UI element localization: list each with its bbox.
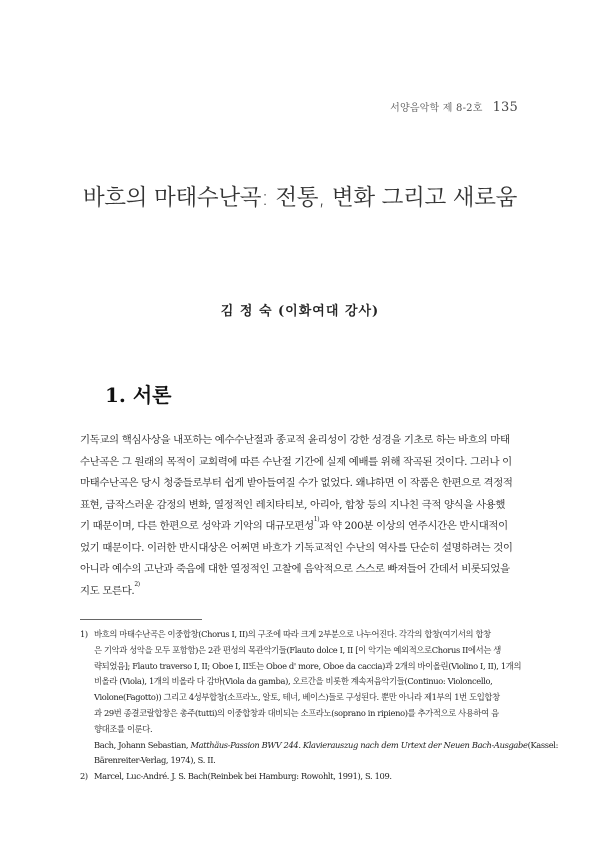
- footnote-line: 향대조를 이룬다.: [94, 723, 153, 734]
- footnote-line: Marcel, Luc-André. J. S. Bach(Reinbek bei Hamburg: Rowohlt, 1991), S. 109.: [94, 771, 392, 782]
- body-line: 마태수난곡은 당시 청중들로부터 쉽게 받아들여질 수가 없었다. 왜냐하면 이 작품은 한편으로 격정적: [80, 477, 513, 489]
- body-line: 아니라 예수의 고난과 죽음에 대한 열정적인 고찰에 음악적으로 스스로 빠져들어 간데서 비롯되었을: [80, 563, 510, 575]
- ref-title: Matthäus-Passion BWV 244. Klavierauszug nach dem Urtext der Neuen Bach-Ausgabe: [190, 739, 528, 750]
- body-line: [80, 581, 538, 603]
- body-line: 었기 때문이다. 이러한 반시대상은 어쩌면 바흐가 기독교적인 수난의 역사를 단순히 설명하려는 것이: [80, 541, 513, 554]
- footnotes: [80, 627, 559, 785]
- footnote-ref-1[interactable]: 1): [313, 516, 320, 523]
- body-line: [80, 516, 538, 538]
- footnote-line: 략되었음]; Flauto traverso I, II; Oboe I, II또는 Oboe d' more, Oboe da caccia)과 2개의 바이올린(Violino I, II), 1개의: [94, 660, 522, 671]
- footnote-reference: [94, 738, 559, 754]
- author-line: 김 정 숙 (이화여대 강사): [220, 304, 380, 319]
- footnote-line: 은 기악과 성악을 모두 포함함)은 2관 편성의 목관악기들(Flauto dolce I, II [이 악기는 예외적으로Chorus II에서는 생: [94, 644, 501, 655]
- footnote-line: 과 29번 종결코랄합창은 총주(tutti)의 이중합창과 대비되는 소프라노(soprano in ripieno)를 추가적으로 사용하여 음: [94, 707, 499, 718]
- body-line: 표현, 급작스러운 감정의 변화, 열정적인 레치타티보, 아리아, 합창 등의 지나친 극적 양식을 사용했: [80, 498, 506, 511]
- footnote-line: Bärenreiter-Verlag, 1974), S. II.: [94, 755, 216, 766]
- section-heading: 1. 서론: [105, 383, 172, 407]
- footnote-2: [80, 769, 540, 785]
- body-line-part: 지도 모른다.: [80, 584, 135, 597]
- footnote-divider: [80, 619, 202, 620]
- journal-name: 서양음악학 제 8-2호: [390, 103, 483, 114]
- footnote-line: 바흐의 마태수난곡은 이중합창(Chorus I, II)의 구조에 따라 크게 2부분으로 나누어진다. 각각의 합창(여기서의 합창: [94, 629, 491, 639]
- body-line-part: 기 때문이며, 다른 한편으로 성악과 기악의 대규모편성: [80, 520, 314, 532]
- footnote-1: [80, 627, 559, 769]
- footnote-ref-2[interactable]: 2): [134, 580, 140, 588]
- body-line-part: 과 약 200분 이상의 연주시간은 반시대적이: [319, 520, 508, 532]
- ref-tail: (Kassel:: [527, 739, 559, 750]
- running-header: [390, 99, 518, 115]
- footnote-line: Violone(Fagotto)) 그리고 4성부합창(소프라노, 알토, 테너, 베이스)들로 구성된다. 뿐만 아니라 제1부의 1번 도입합창: [94, 692, 500, 703]
- paper-title: 바흐의 마태수난곡: 전통, 변화 그리고 새로움: [82, 185, 518, 211]
- body-line: 수난곡은 그 원래의 목적이 교회력에 따른 수난절 기간에 실제 예배를 위해 작곡된 것이다. 그러나 이: [80, 455, 512, 468]
- page-number: 135: [492, 100, 518, 115]
- body-text: [80, 430, 538, 602]
- footnote-number: 2): [80, 771, 88, 782]
- footnote-number: 1): [80, 629, 88, 639]
- ref-author: Bach, Johann Sebastian,: [94, 739, 191, 750]
- footnote-line: 비올라 (Viola), 1개의 비올라 다 감바(Viola da gamba), 오르간을 비롯한 계속저음악기들(Continuo: Violoncello,: [94, 676, 493, 687]
- body-line: 기독교의 핵심사상을 내포하는 예수수난절과 종교적 윤리성이 강한 성경을 기초로 하는 바흐의 마태: [80, 434, 510, 446]
